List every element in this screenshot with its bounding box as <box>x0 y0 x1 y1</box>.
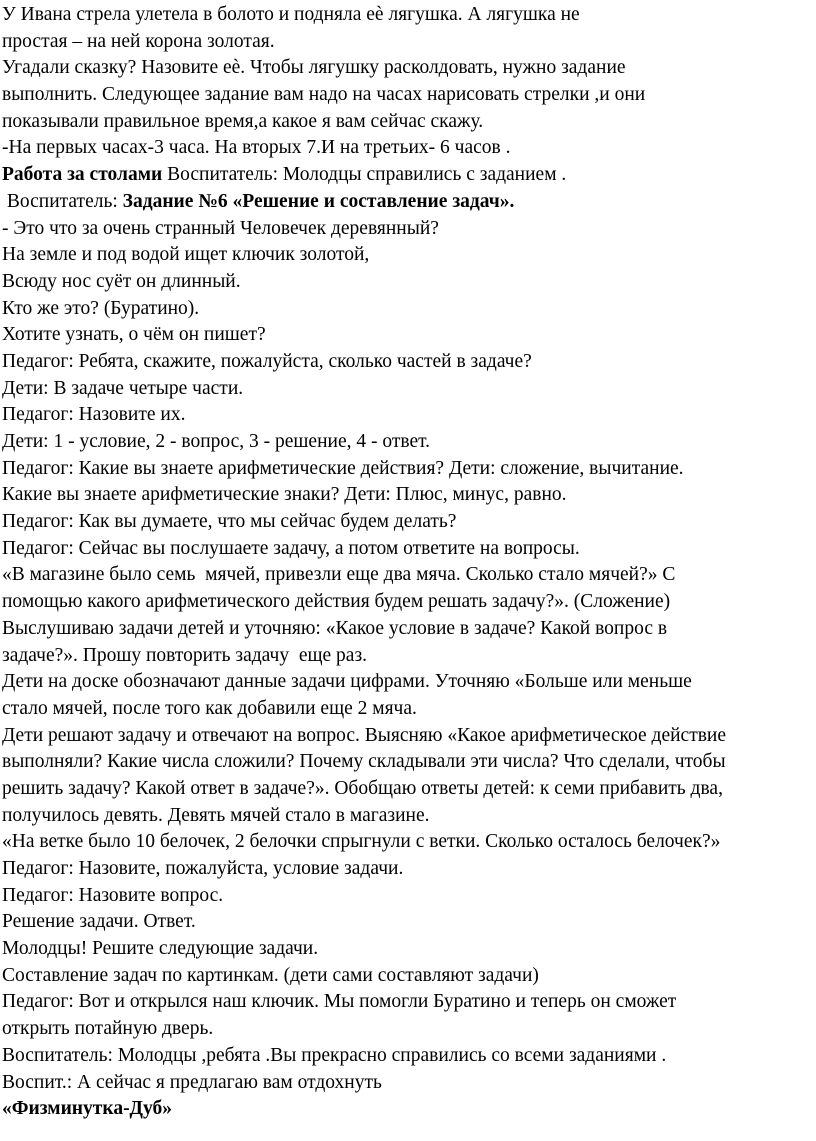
text-line <box>2 696 814 723</box>
text-line <box>2 109 814 136</box>
text-run: Воспитатель: Молодцы ,ребята .Вы прекрасно справились со всеми заданиями . <box>2 1044 667 1066</box>
text-line <box>2 669 814 696</box>
text-run: решить задачу? Какой ответ в задаче?». Обобщаю ответы детей: к семи прибавить два, <box>2 777 723 799</box>
text-run: Педагог: Назовите вопрос. <box>2 884 224 906</box>
text-run: Молодцы! Решите следующие задачи. <box>2 938 319 960</box>
text-run: выполнить. Следующее задание вам надо на часах нарисовать стрелки ,и они <box>2 84 646 106</box>
text-run: показывали правильное время,а какое я вам сейчас скажу. <box>2 110 484 132</box>
text-run: Дети решают задачу и отвечают на вопрос. Выясняю «Какое арифметическое действие <box>2 724 727 746</box>
text-line <box>2 482 814 509</box>
text-line <box>2 589 814 616</box>
text-run: Угадали сказку? Назовите еѐ. Чтобы лягушку расколдовать, нужно задание <box>2 57 626 79</box>
text-line <box>2 162 814 189</box>
text-line <box>2 402 814 429</box>
text-line <box>2 856 814 883</box>
text-run: Педагог: Назовите, пожалуйста, условие задачи. <box>2 858 404 879</box>
text-run: открыть потайную дверь. <box>2 1018 214 1040</box>
text-run: Воспит.: А сейчас я предлагаю вам отдохнуть <box>2 1071 382 1093</box>
text-line <box>2 349 814 376</box>
text-line <box>2 803 814 830</box>
text-run: Педагог: Вот и открылся наш ключик. Мы помогли Буратино и теперь он сможет <box>2 991 677 1013</box>
text-line <box>2 296 814 323</box>
document-page <box>2 2 814 1123</box>
bold-text-run: Задание №6 «Решение и составление задач». <box>122 190 515 212</box>
text-run: Педагог: Как вы думаете, что мы сейчас будем делать? <box>2 511 457 533</box>
text-line <box>2 82 814 109</box>
bold-text-run: Работа за столами <box>2 164 163 186</box>
text-run: простая – на ней корона золотая. <box>2 30 275 52</box>
text-line <box>2 536 814 563</box>
text-run: помощью какого арифметического действия будем решать задачу?». (Сложение) <box>2 591 671 613</box>
text-run: Выслушиваю задачи детей и уточняю: «Какое условие в задаче? Какой вопрос в <box>2 617 668 639</box>
text-run: На земле и под водой ищет ключик золотой, <box>2 244 370 266</box>
text-run: Какие вы знаете арифметические знаки? Дети: Плюс, минус, равно. <box>2 484 567 506</box>
text-run: Дети на доске обозначают данные задачи цифрами. Уточняю «Больше или меньше <box>2 671 692 693</box>
text-run: Педагог: Сейчас вы послушаете задачу, а потом ответите на вопросы. <box>2 537 580 559</box>
text-line <box>2 29 814 56</box>
text-line <box>2 322 814 349</box>
text-line <box>2 883 814 910</box>
text-line <box>2 269 814 296</box>
text-run: -На первых часах-3 часа. На вторых 7.И на третьих- 6 часов . <box>2 137 511 159</box>
text-run: Кто же это? (Буратино). <box>2 297 200 319</box>
text-line <box>2 1016 814 1043</box>
text-run: Хотите узнать, о чём он пишет? <box>2 324 266 346</box>
text-line <box>2 562 814 589</box>
text-line <box>2 829 814 856</box>
text-run: Дети: 1 - условие, 2 - вопрос, 3 - решение, 4 - ответ. <box>2 431 431 452</box>
text-line <box>2 776 814 803</box>
text-run: получилось девять. Девять мячей стало в магазине. <box>2 804 430 826</box>
text-line <box>2 429 814 456</box>
bold-text-run: «Физминутка-Дуб» <box>2 1098 172 1120</box>
text-run: Составление задач по картинкам. (дети сами составляют задачи) <box>2 964 539 986</box>
text-run: - Это что за очень странный Человечек деревянный? <box>2 217 439 239</box>
text-line <box>2 376 814 403</box>
text-run: стало мячей, после того как добавили еще 2 мяча. <box>2 697 417 719</box>
text-line <box>2 989 814 1016</box>
text-run: задаче?». Прошу повторить задачу еще раз. <box>2 644 368 666</box>
text-line <box>2 1043 814 1070</box>
text-line <box>2 909 814 936</box>
text-run: выполняли? Какие числа сложили? Почему складывали эти числа? Что сделали, чтобы <box>2 751 726 773</box>
text-line <box>2 963 814 990</box>
text-run: Дети: В задаче четыре части. <box>2 377 244 399</box>
text-run: «На ветке было 10 белочек, 2 белочки спрыгнули с ветки. Сколько осталось белочек?» <box>2 831 721 853</box>
text-run: Решение задачи. Ответ. <box>2 911 196 933</box>
text-run: Педагог: Ребята, скажите, пожалуйста, сколько частей в задаче? <box>2 350 532 372</box>
text-line <box>2 135 814 162</box>
text-line <box>2 216 814 243</box>
text-line <box>2 749 814 776</box>
text-run: Педагог: Назовите их. <box>2 404 186 426</box>
text-run: У Ивана стрела улетела в болото и подняла еѐ лягушка. А лягушка не <box>2 4 580 25</box>
text-line <box>2 2 814 29</box>
text-line <box>2 936 814 963</box>
text-line <box>2 189 814 216</box>
text-run: «В магазине было семь мячей, привезли еще два мяча. Сколько стало мячей?» С <box>2 564 676 586</box>
text-run: Воспитатель: Молодцы справились с заданием . <box>162 164 567 186</box>
text-run: Всюду нос суёт он длинный. <box>2 270 241 292</box>
text-line <box>2 1070 814 1097</box>
text-line <box>2 509 814 536</box>
text-line <box>2 616 814 643</box>
text-line <box>2 242 814 269</box>
text-run: Воспитатель: <box>2 190 123 212</box>
text-line <box>2 55 814 82</box>
text-line <box>2 643 814 670</box>
text-run: Педагог: Какие вы знаете арифметические действия? Дети: сложение, вычитание. <box>2 457 684 479</box>
text-line <box>2 723 814 750</box>
text-line <box>2 456 814 483</box>
text-line <box>2 1096 814 1123</box>
